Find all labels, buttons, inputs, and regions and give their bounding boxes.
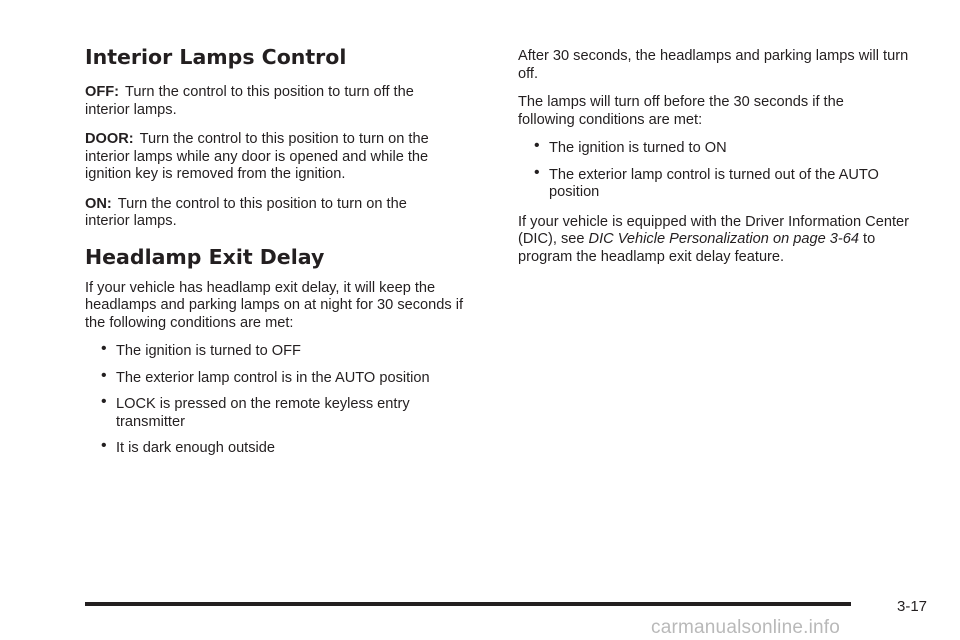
on-label: ON: [85, 195, 112, 212]
list-item: • The exterior lamp control is turned out of the AUTO position [534, 163, 879, 200]
right-column [518, 48, 928, 266]
off-text: Turn the control to this position to turn off the interior lamps. [85, 84, 414, 118]
list-item: • The ignition is turned to OFF [101, 340, 301, 359]
off-label: OFF: [85, 84, 120, 100]
turn-off-conditions-list [518, 137, 928, 202]
door-text: Turn the control to this position to turn on the interior lamps while any door is opened and while the ignition key is removed from the ignition. [85, 131, 429, 182]
on-text: Turn the control to this position to turn on the interior lamps. [85, 195, 407, 229]
off-paragraph [85, 84, 455, 119]
page-number: 3-17 [897, 598, 928, 615]
bullet-icon: • [101, 393, 107, 410]
bullet-icon: • [101, 437, 107, 454]
list-item: • The exterior lamp control is in the AUTO position [101, 366, 430, 386]
bullet-icon: • [534, 163, 540, 181]
heading-headlamp-exit-delay: Headlamp Exit Delay [85, 244, 325, 269]
bullet-icon: • [101, 340, 107, 357]
footer-rule [85, 602, 851, 606]
watermark: carmanualsonline.info [651, 617, 841, 638]
left-column [85, 44, 485, 458]
list-item: • The ignition is turned to ON [534, 137, 727, 156]
list-item: • LOCK is pressed on the remote keyless entry transmitter [101, 393, 410, 430]
turn-off-conditions-paragraph: The lamps will turn off before the 30 seconds if the following conditions are met: [518, 94, 844, 128]
exit-delay-conditions-list [85, 340, 485, 458]
exit-delay-intro: If your vehicle has headlamp exit delay, it will keep the headlamps and parking lamps on at night for 30 seconds if the following conditions are met: [85, 279, 464, 331]
heading-interior-lamps-control: Interior Lamps Control [85, 45, 347, 69]
bullet-icon: • [534, 137, 540, 154]
door-label: DOOR: [85, 131, 134, 147]
door-paragraph [85, 131, 475, 184]
dic-cross-reference-link[interactable]: DIC Vehicle Personalization on page 3-64 [588, 231, 859, 247]
after-30-seconds-paragraph: After 30 seconds, the headlamps and parking lamps will turn off. [518, 48, 909, 82]
on-paragraph [85, 196, 455, 231]
list-item: • It is dark enough outside [101, 437, 276, 456]
bullet-icon: • [101, 366, 107, 384]
dic-paragraph: If your vehicle is equipped with the Driver Information Center (DIC), see DIC Vehicle Personalization on page 3-64 to program the headlamp exit delay feature. [518, 213, 909, 265]
